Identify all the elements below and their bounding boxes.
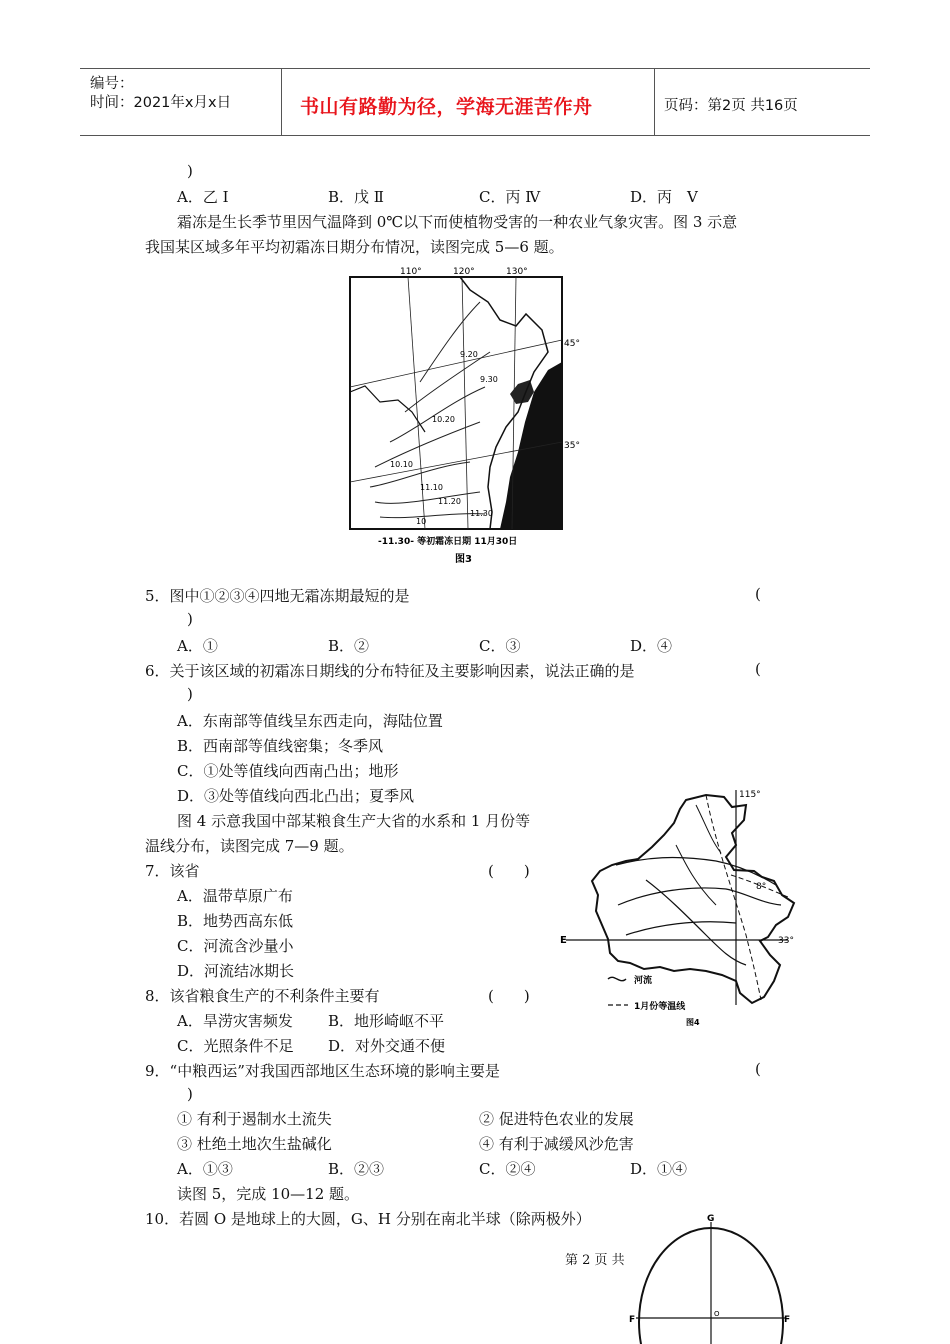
q9-choice-4: ④ 有利于减缓风沙危害 [479,1135,634,1153]
fig5-label-f-right: F [784,1315,791,1325]
fig4-lat-33: 33° [778,936,794,946]
fig3-iso-label-3: 10.20 [432,415,455,424]
fig4-legend-river: 河流 [634,976,653,986]
fig3-lon-120: 120° [453,267,475,277]
fig3-iso-label-1: 9.20 [460,350,478,359]
q9-option-c: C．②④ [479,1160,536,1178]
q9-choice-1: ① 有利于遏制水土流失 [177,1110,332,1128]
q8-paren: ( ) [488,987,530,1005]
q6-stem: 6．关于该区域的初霜冻日期线的分布特征及主要影响因素，说法正确的是 [145,662,635,680]
q7-option-b: B．地势西高东低 [177,912,294,930]
fig4-lon-label: 115° [739,790,761,800]
fig5-label-g: G [707,1214,715,1224]
fig4-caption: 图4 [686,1018,700,1027]
q5-option-a: A．① [177,637,218,655]
fig3-lat-35: 35° [564,441,580,451]
q5-stem: 5．图中①②③④四地无霜冻期最短的是 [145,587,410,605]
figure-5-circle [626,1210,796,1344]
q5-option-d: D．④ [630,637,673,655]
q5-paren-open: ( [755,585,761,603]
frost-intro-line1: 霜冻是生长季节里因气温降到 0℃以下而使植物受害的一种农业气象灾害。图 3 示意 [177,213,738,231]
fig3-lon-130: 130° [506,267,528,277]
doc-number-label: 编号： [90,76,134,92]
q9-choice-3: ③ 杜绝土地次生盐碱化 [177,1135,332,1153]
q7-paren: ( ) [488,862,530,880]
q5-option-c: C．③ [479,637,521,655]
fig3-lon-110: 110° [400,267,422,277]
figure-3-frost-map [320,262,590,572]
doc-time-label: 时间：2021年x月x日 [90,95,232,111]
fig3-iso-label-8: 10 [416,517,427,526]
fig4-lat-8: 8° [756,882,767,892]
fig3-iso-label-7: 11.30 [470,509,493,518]
page-footer: 第 2 页 共 [565,1253,625,1268]
q4-option-a: A．乙 Ⅰ [177,188,229,206]
q5-option-b: B．② [328,637,370,655]
q6-option-c: C．①处等值线向西南凸出；地形 [177,762,399,780]
fig5-label-f-left: F [629,1315,636,1325]
fig3-iso-label-6: 11.20 [438,497,461,506]
q9-stem: 9．“中粮西运”对我国西部地区生态环境的影响主要是 [145,1062,500,1080]
prev-question-paren: ) [187,162,193,180]
q8-option-a: A．旱涝灾害频发 [177,1012,293,1030]
q8-option-c: C．光照条件不足 [177,1037,294,1055]
frost-intro-line2: 我国某区域多年平均初霜冻日期分布情况，读图完成 5—6 题。 [145,238,564,256]
q4-option-d: D．丙 Ⅴ [630,188,698,206]
q10-stem: 10．若圆 O 是地球上的大圆，G、H 分别在南北半球（除两极外） [145,1210,591,1228]
fig3-iso-label-5: 11.10 [420,483,443,492]
q8-option-b: B．地形崎岖不平 [328,1012,445,1030]
q9-option-a: A．①③ [177,1160,233,1178]
q9-option-d: D．①④ [630,1160,688,1178]
q8-option-d: D．对外交通不便 [328,1037,446,1055]
fig3-iso-label-2: 9.30 [480,375,498,384]
header-bottom-rule [80,135,870,136]
page-info: 页码：第2页 共16页 [664,98,798,114]
q7-option-d: D．河流结冰期长 [177,962,295,980]
fig3-legend: -11.30- 等初霜冻日期 11月30日 [378,537,518,547]
fig4-intro-line2: 温线分布，读图完成 7—9 题。 [145,837,354,855]
q6-option-b: B．西南部等值线密集；冬季风 [177,737,384,755]
q7-option-c: C．河流含沙量小 [177,937,294,955]
fig4-side-mark: E [560,935,567,946]
fig3-caption: 图3 [455,554,472,565]
q4-option-b: B．戊 Ⅱ [328,188,384,206]
q9-paren-close: ) [187,1085,193,1103]
q9-choice-2: ② 促进特色农业的发展 [479,1110,634,1128]
q7-stem: 7．该省 [145,862,200,880]
fig4-legend-isotherm: 1月份等温线 [634,1002,686,1012]
q8-stem: 8．该省粮食生产的不利条件主要有 [145,987,380,1005]
fig5-intro: 读图 5，完成 10—12 题。 [177,1185,360,1203]
q7-option-a: A．温带草原广布 [177,887,293,905]
q6-option-a: A．东南部等值线呈东西走向，海陆位置 [177,712,443,730]
header-top-rule [80,68,870,69]
q9-option-b: B．②③ [328,1160,385,1178]
header-motto: 书山有路勤为径，学海无涯苦作舟 [300,96,593,118]
q5-paren-close: ) [187,610,193,628]
q6-option-d: D．③处等值线向西北凸出；夏季风 [177,787,415,805]
q4-option-c: C．丙 Ⅳ [479,188,541,206]
q6-paren-open: ( [755,660,761,678]
header-divider-right [654,68,655,136]
q6-paren-close: ) [187,685,193,703]
fig3-lat-45: 45° [564,339,580,349]
q9-paren-open: ( [755,1060,761,1078]
header-divider-left [281,68,282,136]
fig5-label-o: O [714,1310,720,1318]
figure-4-province-map [556,785,806,1030]
fig4-intro-line1: 图 4 示意我国中部某粮食生产大省的水系和 1 月份等 [177,812,531,830]
fig3-iso-label-4: 10.10 [390,460,413,469]
